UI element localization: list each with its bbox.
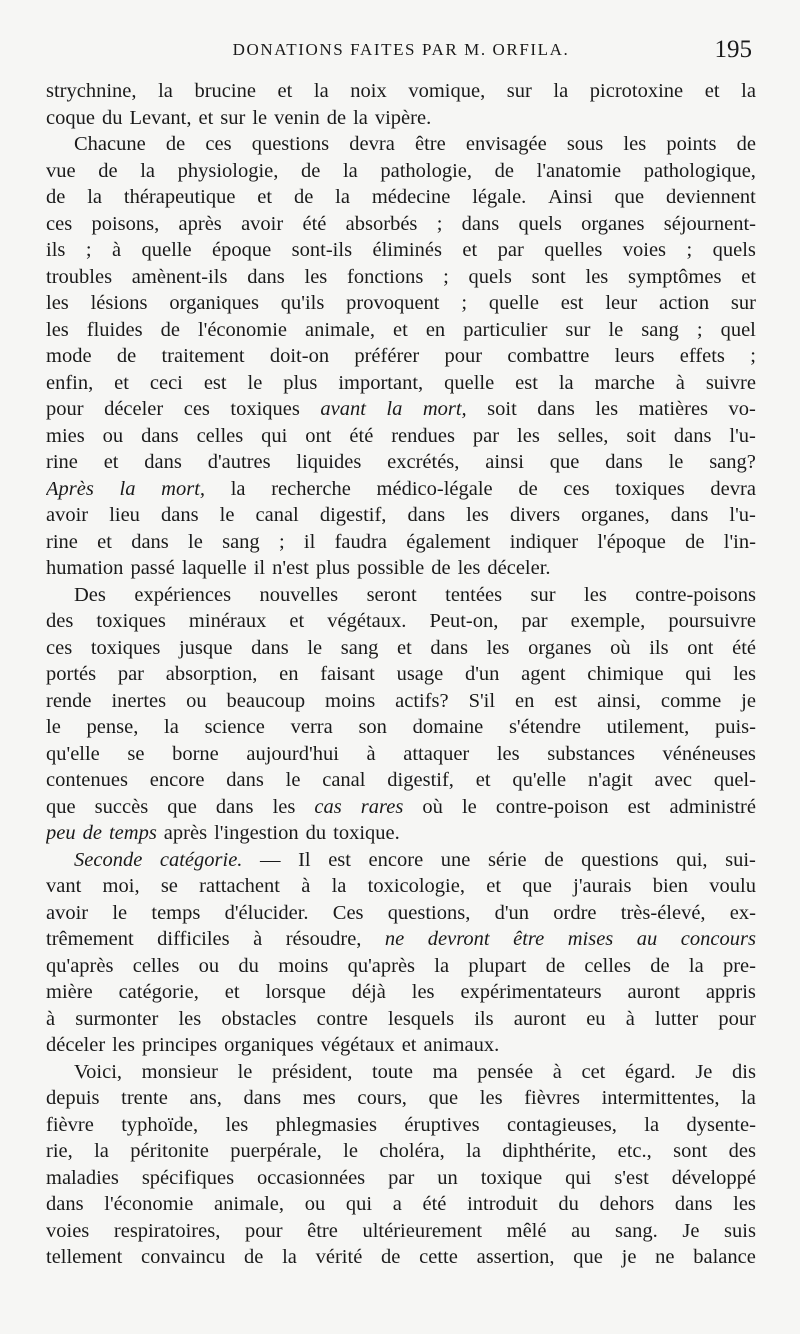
text-line: ces toxiques jusque dans le sang et dans les organes où ils ont été xyxy=(46,636,756,659)
text-line: portés par absorption, en faisant usage d'un agent chimique qui les xyxy=(46,663,756,685)
text-line: Des expériences nouvelles seront tentées sur les contre-poisons xyxy=(74,583,756,606)
text-line: maladies spécifiques occasionnées par un toxique qui s'est développé xyxy=(46,1166,756,1189)
page-header xyxy=(46,38,756,68)
text-line: pour déceler ces toxiques avant la mort, soit dans les matières vo- xyxy=(46,398,756,420)
text-line: vue de la physiologie, de la pathologie, de l'anatomie pathologique, xyxy=(46,159,756,182)
text-line: rie, la péritonite puerpérale, le choléra, la diphthérite, etc., sont des xyxy=(46,1140,756,1162)
text-line: les fluides de l'économie animale, et en particulier sur le sang ; quel xyxy=(46,318,756,341)
text-line: Voici, monsieur le président, toute ma pensée à cet égard. Je dis xyxy=(74,1060,756,1083)
text-line: à surmonter les obstacles contre lesquels ils auront eu à lutter pour xyxy=(46,1007,756,1030)
body-text xyxy=(46,78,756,1271)
text-line: enfin, et ceci est le plus important, quelle est la marche à suivre xyxy=(46,371,756,394)
text-line: Chacune de ces questions devra être envisagée sous les points de xyxy=(74,133,756,155)
text-line: contenues encore dans le canal digestif, et qu'elle n'agit avec quel- xyxy=(46,769,756,791)
text-line: Seconde catégorie. — Il est encore une série de questions qui, sui- xyxy=(74,848,756,871)
text-line: dans l'économie animale, ou qui a été introduit du dehors dans les xyxy=(46,1193,756,1215)
text-line: troubles amènent-ils dans les fonctions ; quels sont les symptômes et xyxy=(46,265,756,288)
text-line: ces poisons, après avoir été absorbés ; dans quels organes séjournent- xyxy=(46,212,756,235)
text-line: rine et dans le sang ; il faudra également indiquer l'époque de l'in- xyxy=(46,530,756,553)
text-line: humation passé laquelle il n'est plus possible de les déceler. xyxy=(46,557,551,579)
text-line: trêmement difficiles à résoudre, ne devront être mises au concours xyxy=(46,928,756,950)
text-line: rine et dans d'autres liquides excrétés, ainsi que dans le sang? xyxy=(46,451,756,473)
text-line: des toxiques minéraux et végétaux. Peut-on, par exemple, poursuivre xyxy=(46,610,756,632)
text-line: que succès que dans les cas rares où le contre-poison est administré xyxy=(46,795,756,818)
text-line: Après la mort, la recherche médico-légale de ces toxiques devra xyxy=(46,477,756,500)
text-line: rende inertes ou beaucoup moins actifs? S'il en est ainsi, comme je xyxy=(46,689,756,712)
text-line: le pense, la science verra son domaine s'étendre utilement, puis- xyxy=(46,716,756,738)
text-line: mière catégorie, et lorsque déjà les expérimentateurs auront appris xyxy=(46,981,756,1003)
page-number: 195 xyxy=(714,36,752,63)
text-line: coque du Levant, et sur le venin de la vipère. xyxy=(46,106,432,129)
text-line: de la thérapeutique et de la médecine légale. Ainsi que deviennent xyxy=(46,186,756,208)
text-line: déceler les principes organiques végétaux et animaux. xyxy=(46,1034,500,1056)
running-title: DONATIONS FAITES PAR M. ORFILA. xyxy=(232,40,570,59)
text-line: avoir lieu dans le canal digestif, dans les divers organes, dans l'u- xyxy=(46,504,756,526)
text-line: fièvre typhoïde, les phlegmasies éruptives contagieuses, la dysente- xyxy=(46,1113,756,1136)
text-line: peu de temps après l'ingestion du toxique. xyxy=(46,822,400,844)
text-line: avoir le temps d'élucider. Ces questions, d'un ordre très-élevé, ex- xyxy=(46,901,756,924)
text-line: depuis trente ans, dans mes cours, que les fièvres intermittentes, la xyxy=(46,1087,756,1109)
text-line: mies ou dans celles qui ont été rendues par les selles, soit dans l'u- xyxy=(46,424,756,447)
text-line: qu'après celles ou du moins qu'après la plupart de celles de la pre- xyxy=(46,954,756,977)
text-line: ils ; à quelle époque sont-ils éliminés et par quelles voies ; quels xyxy=(46,239,756,261)
text-line: mode de traitement doit-on préférer pour combattre leurs effets ; xyxy=(46,345,756,367)
text-line: qu'elle se borne aujourd'hui à attaquer les substances vénéneuses xyxy=(46,742,756,765)
text-line: les lésions organiques qu'ils provoquent ; quelle est leur action sur xyxy=(46,292,756,314)
text-line: strychnine, la brucine et la noix vomique, sur la picrotoxine et la xyxy=(46,80,756,102)
text-line: tellement convaincu de la vérité de cette assertion, que je ne balance xyxy=(46,1246,756,1268)
text-line: vant moi, se rattachent à la toxicologie, et que j'aurais bien voulu xyxy=(46,875,756,897)
text-line: voies respiratoires, pour être ultérieurement mêlé au sang. Je suis xyxy=(46,1219,756,1242)
